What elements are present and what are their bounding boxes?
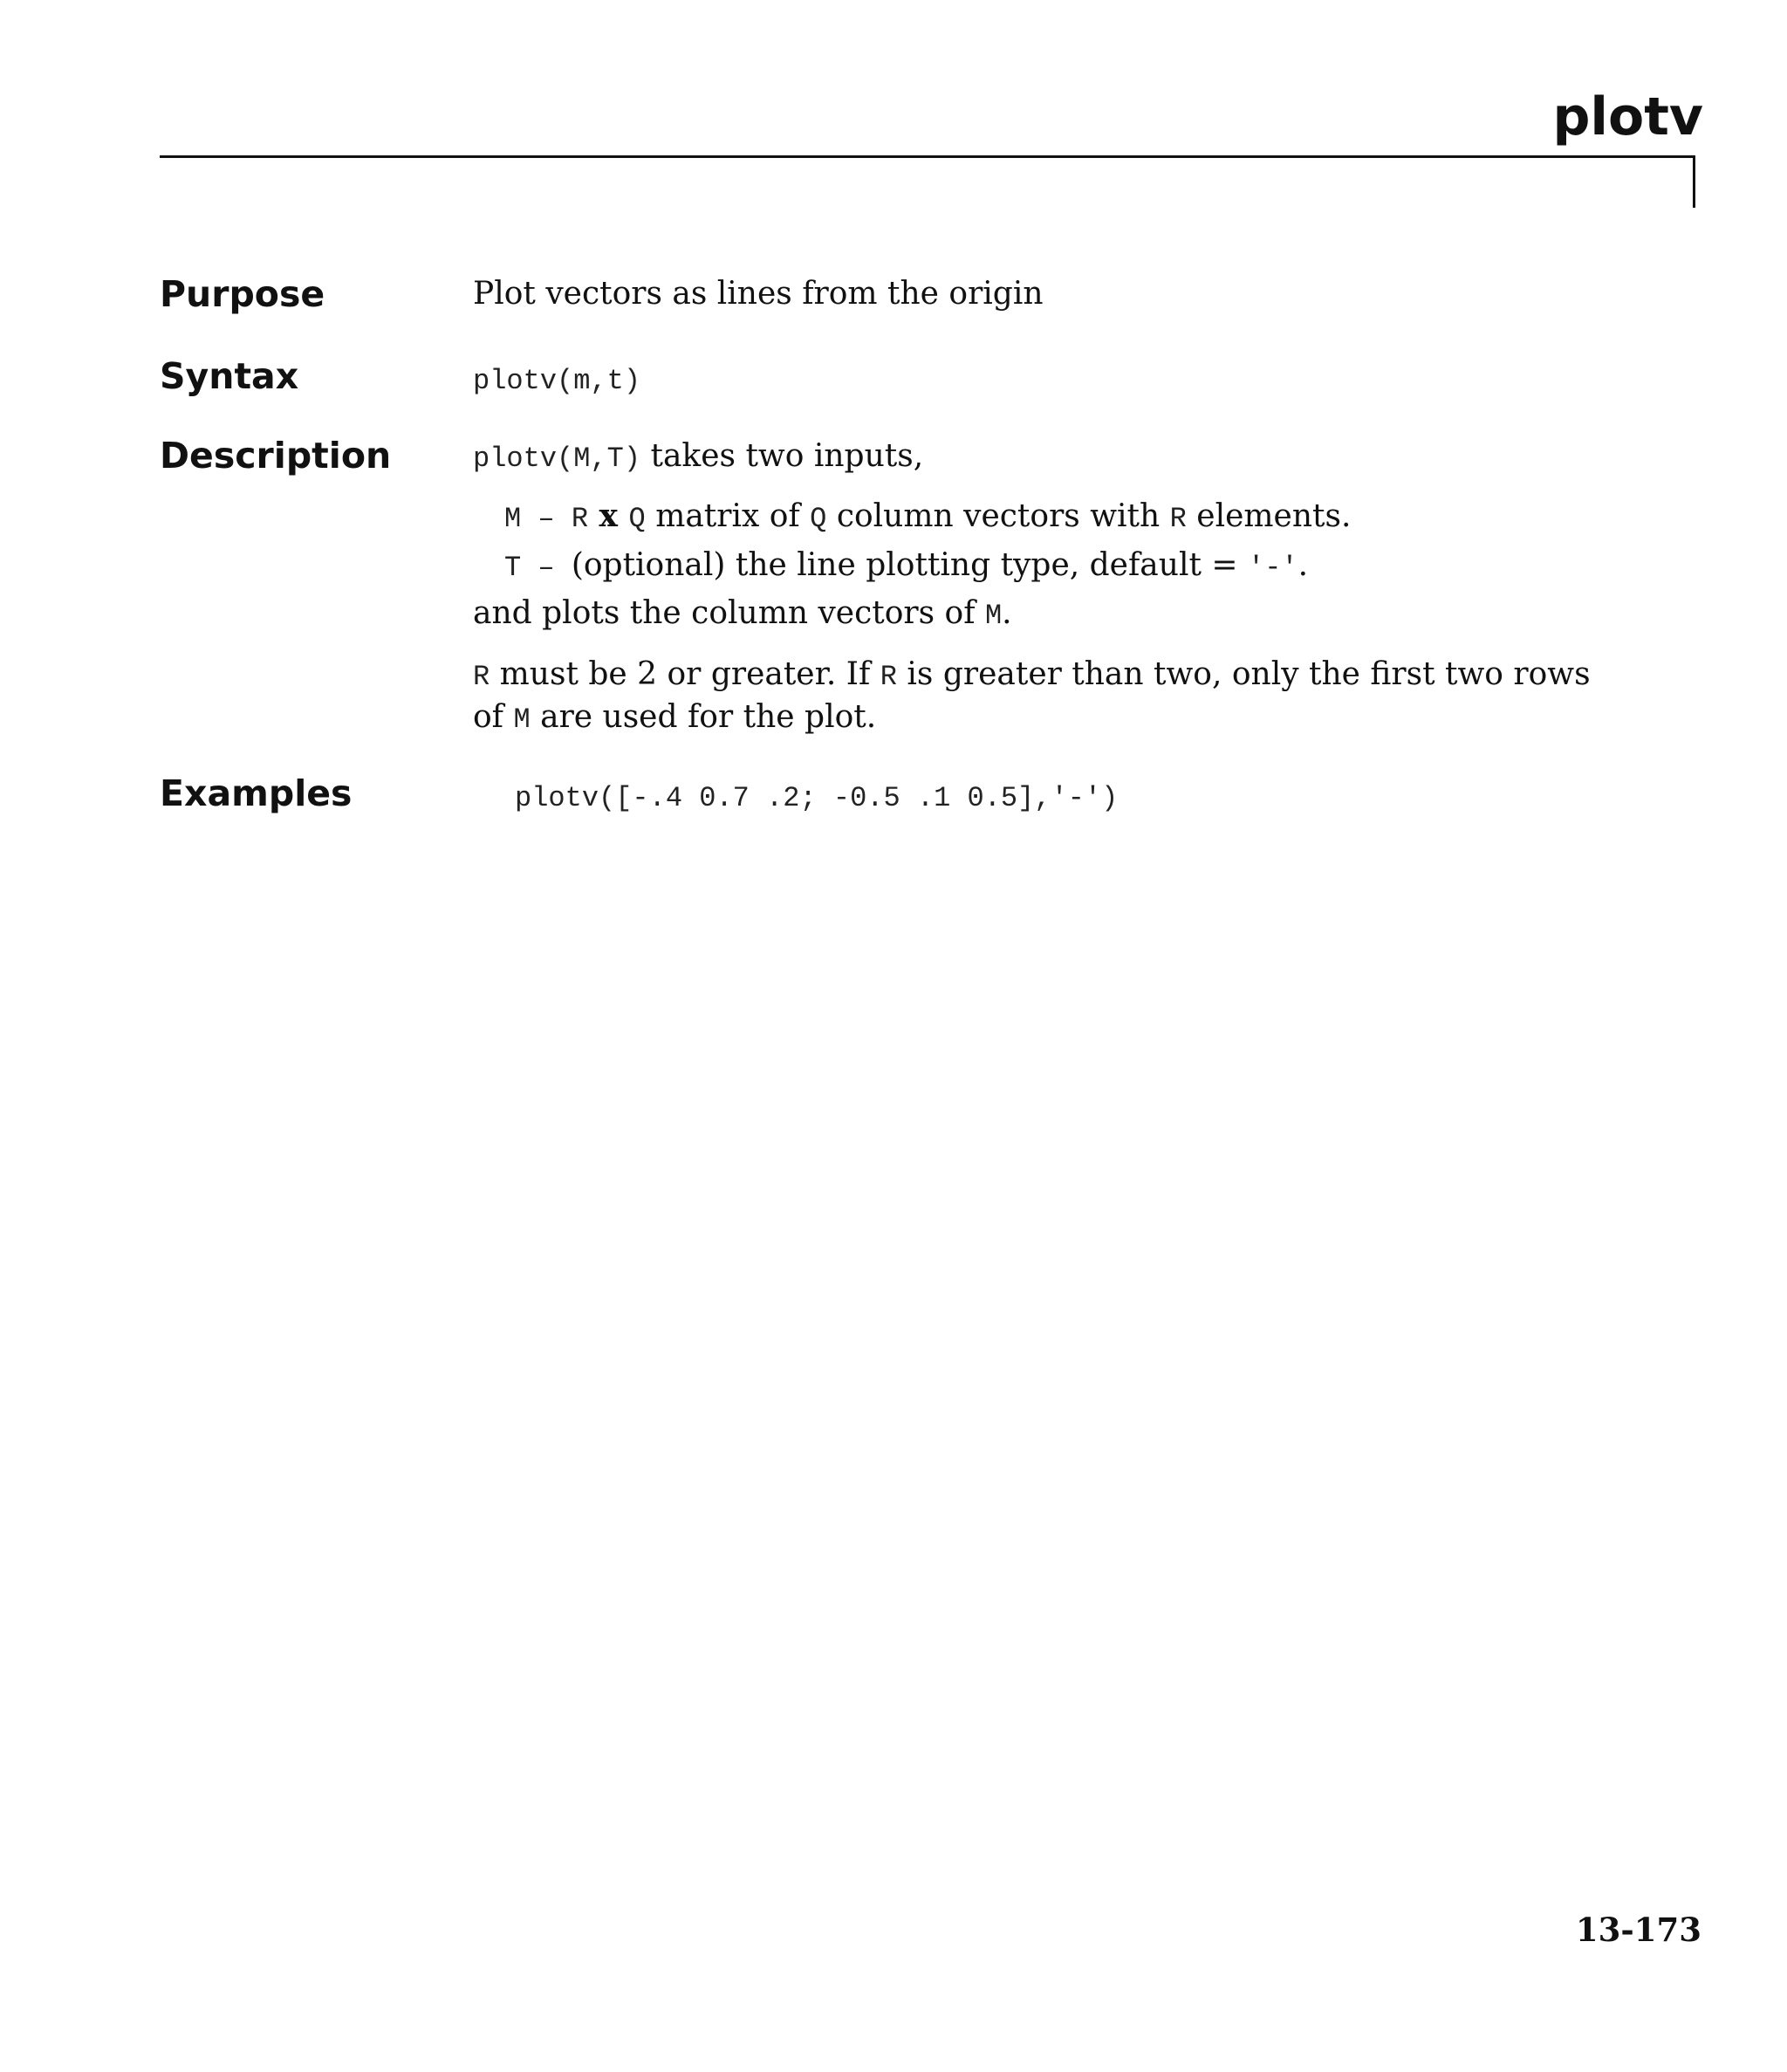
arg-m-x: x bbox=[588, 497, 629, 534]
examples-code: plotv([-.4 0.7 .2; -0.5 .1 0.5],'-') bbox=[515, 782, 1119, 814]
arg-m-q2: Q bbox=[810, 503, 827, 535]
arg-t-name: T bbox=[504, 552, 522, 584]
plots-end: . bbox=[1002, 595, 1012, 631]
note-t1: must be 2 or greater. If bbox=[490, 656, 880, 692]
argument-m-line bbox=[504, 496, 1351, 539]
plots-code: M bbox=[984, 600, 1003, 632]
purpose-text: Plot vectors as lines from the origin bbox=[473, 276, 1044, 312]
syntax-code: plotv(m,t) bbox=[473, 365, 641, 397]
arg-t-text1: (optional) the line plotting type, default = bbox=[571, 547, 1248, 583]
note-t2: is greater than two, only the first two rows of bbox=[473, 656, 1591, 735]
description-note bbox=[473, 655, 1607, 740]
header-rule-tick bbox=[1693, 155, 1695, 208]
note-m: M bbox=[513, 703, 531, 736]
description-intro-code: plotv(M,T) bbox=[473, 443, 641, 475]
arg-m-text2: column vectors with bbox=[826, 498, 1170, 534]
purpose-heading: Purpose bbox=[160, 273, 325, 315]
argument-t-line bbox=[504, 545, 1308, 588]
arg-t-default-code: '-' bbox=[1248, 552, 1298, 584]
description-intro-text: takes two inputs, bbox=[640, 438, 924, 474]
note-r2: R bbox=[880, 661, 897, 693]
arg-t-text2: . bbox=[1297, 547, 1309, 583]
examples-heading: Examples bbox=[160, 772, 353, 814]
note-t3: are used for the plot. bbox=[530, 699, 877, 735]
arg-t-dash: – bbox=[521, 552, 572, 584]
syntax-heading: Syntax bbox=[160, 355, 299, 397]
arg-m-text1: matrix of bbox=[645, 498, 811, 534]
arg-m-q: Q bbox=[628, 503, 646, 535]
plots-text: and plots the column vectors of bbox=[473, 595, 985, 631]
description-plots-line bbox=[473, 593, 1012, 636]
arg-m-dash: – bbox=[521, 503, 572, 535]
arg-m-r2: R bbox=[1169, 503, 1187, 535]
header-rule bbox=[160, 155, 1695, 158]
arg-m-r: R bbox=[571, 503, 589, 535]
description-intro bbox=[473, 436, 923, 479]
page-title: plotv bbox=[1552, 86, 1703, 148]
page-number: 13-173 bbox=[1575, 1911, 1701, 1949]
description-heading: Description bbox=[160, 435, 392, 477]
note-r1: R bbox=[473, 661, 490, 693]
arg-m-text3: elements. bbox=[1186, 498, 1352, 534]
arg-m-name: M bbox=[504, 503, 522, 535]
